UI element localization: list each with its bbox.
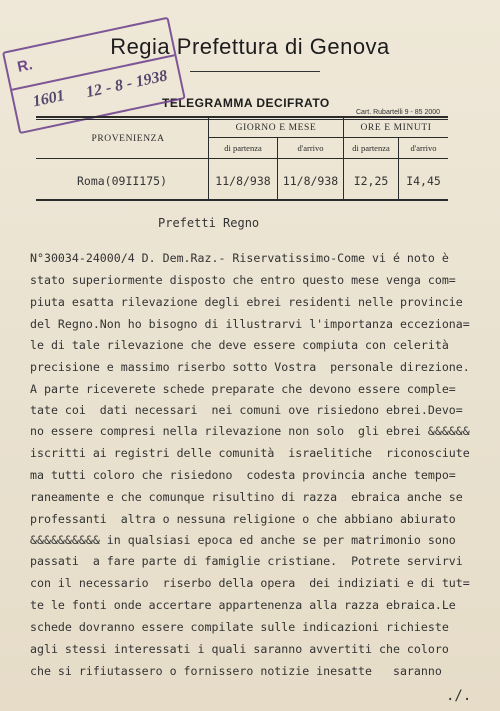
stamp-letter: R. <box>15 56 35 76</box>
body-line: raneamente e che comunque risultino di razza ebraica anche se <box>30 490 463 504</box>
body-line: schede dovranno essere compilate sulle indicazioni richieste <box>30 620 449 634</box>
body-line: no essere compresi nella rilevazione non solo gli ebrei &&&&&& <box>30 424 470 438</box>
body-line: ma tutti coloro che risiedono codesta provincia anche tempo= <box>30 468 456 482</box>
body-line: precisione e massimo riserbo sotto Vostra personale direzione. <box>30 360 470 374</box>
ore-partenza-value: I2,25 <box>353 174 389 188</box>
body-line: te le fonti onde accertare appartenenza alla razza ebraica.Le <box>30 598 456 612</box>
ore-arrivo-value: I4,45 <box>406 174 441 188</box>
table-bottom-rule <box>36 199 448 201</box>
giorno-arrivo-value: 11/8/938 <box>282 174 339 188</box>
ore-di-partenza-header: di partenza <box>352 143 390 153</box>
body-line: stato superiormente disposto che entro questo mese venga com= <box>30 273 456 287</box>
table-top-rule-thin <box>36 119 448 120</box>
provenienza-header: PROVENIENZA <box>91 134 165 144</box>
ore-minuti-header: ORE E MINUTI <box>360 123 432 133</box>
body-line: agli stessi interessati i quali saranno avvertiti che coloro <box>30 642 449 656</box>
giorno-di-partenza-header: di partenza <box>224 143 262 153</box>
body-line: piuta esatta rilevazione degli ebrei residenti nelle provincie <box>30 295 463 309</box>
stamp-date: 12 - 8 - 1938 <box>84 67 169 102</box>
continuation-mark: ./. <box>446 688 472 704</box>
body-line: con il necessario riserbo della opera dei indiziati e di tut= <box>30 576 470 590</box>
provenienza-value: Roma(09II175) <box>76 174 167 188</box>
body-line: tate coi dati necessari nei comuni ove risiedono ebrei.Devo= <box>30 403 463 417</box>
body-line: A parte riceverete schede preparate che devono essere comple= <box>30 382 456 396</box>
body-line: N°30034-24000/4 D. Dem.Raz.- Riservatissimo-Come vi é noto è <box>30 251 449 265</box>
body-line: che si rifiutassero o fornissero notizie inesatte saranno <box>30 664 442 678</box>
body-line: le di tale rilevazione che deve essere compiuta con celerità <box>30 338 449 352</box>
title-underline <box>190 71 320 72</box>
print-reference: Cart. Rubartelli 9 - 85 2000 <box>356 109 441 116</box>
prefecture-title: Regia Prefettura di Genova <box>110 34 390 59</box>
salutation: Prefetti Regno <box>158 216 260 230</box>
giorno-partenza-value: 11/8/938 <box>215 174 271 188</box>
table-subheader-rule <box>208 137 448 138</box>
giorno-d-arrivo-header: d'arrivo <box>297 143 324 153</box>
body-line: iscritti ai registri delle comunità israelitiche riconosciute <box>30 446 470 460</box>
body-line: &&&&&&&&&& in qualsiasi epoca ed anche se per matrimonio sono <box>30 533 456 547</box>
telegram-label: TELEGRAMMA DECIFRATO <box>162 96 330 110</box>
body-line: passati a fare parte di famiglie cristiane. Potrete servirvi <box>30 554 463 568</box>
table-header-rule <box>36 158 448 159</box>
body-line: professanti altra o nessuna religione o che abbiano abiurato <box>30 512 456 526</box>
ore-d-arrivo-header: d'arrivo <box>410 143 437 153</box>
body-line: del Regno.Non ho bisogno di illustrarvi l'importanza ecceziona= <box>30 317 470 331</box>
table-top-rule <box>36 116 448 118</box>
stamp-protocol-number: 1601 <box>31 87 67 111</box>
giorno-mese-header: GIORNO E MESE <box>235 123 317 133</box>
